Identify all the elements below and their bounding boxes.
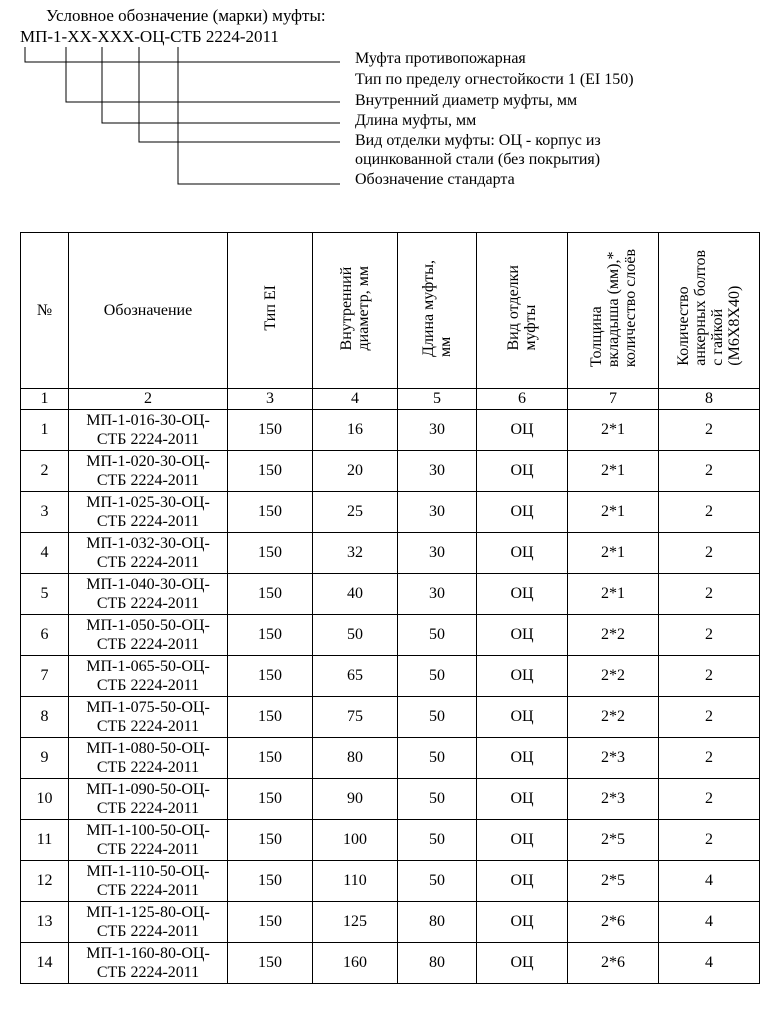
cell-bolts: 2: [659, 574, 760, 615]
cell-finish: ОЦ: [477, 451, 568, 492]
cell-designation-line1: МП-1-025-30-ОЦ-: [86, 494, 210, 511]
cell-thickness: 2*5: [568, 861, 659, 902]
cell-bolts: 2: [659, 738, 760, 779]
cell-designation-line2: СТБ 2224-2011: [96, 800, 200, 817]
cell-designation-line1: МП-1-080-50-ОЦ-: [86, 740, 210, 757]
cell-designation-line1: МП-1-090-50-ОЦ-: [86, 781, 210, 798]
cell-diameter: 25: [313, 492, 398, 533]
cell-designation-line1: МП-1-065-50-ОЦ-: [86, 658, 210, 675]
cell-finish: ОЦ: [477, 615, 568, 656]
cell-designation-line1: МП-1-032-30-ОЦ-: [86, 535, 210, 552]
cell-type: 150: [228, 451, 313, 492]
table-row: [21, 820, 760, 861]
cell-designation-line2: СТБ 2224-2011: [96, 513, 200, 530]
cell-type: 150: [228, 697, 313, 738]
table-row: [21, 902, 760, 943]
cell-finish: ОЦ: [477, 738, 568, 779]
cell-thickness: 2*2: [568, 615, 659, 656]
cell-thickness: 2*5: [568, 820, 659, 861]
cell-thickness: 2*2: [568, 656, 659, 697]
cell-finish: ОЦ: [477, 574, 568, 615]
header-thickness: [568, 233, 659, 389]
cell-type: 150: [228, 533, 313, 574]
table-row: [21, 861, 760, 902]
cell-designation: [69, 902, 228, 943]
table-row: [21, 451, 760, 492]
specification-table: [20, 232, 760, 984]
cell-type: 150: [228, 861, 313, 902]
cell-number: 9: [21, 738, 69, 779]
cell-number: 3: [21, 492, 69, 533]
cell-diameter: 65: [313, 656, 398, 697]
cell-designation-line2: СТБ 2224-2011: [96, 431, 200, 448]
table-body: [21, 410, 760, 984]
cell-length: 50: [398, 656, 477, 697]
cell-number: 12: [21, 861, 69, 902]
cell-finish: ОЦ: [477, 779, 568, 820]
cell-finish: ОЦ: [477, 492, 568, 533]
cell-type: 150: [228, 779, 313, 820]
cell-diameter: 100: [313, 820, 398, 861]
cell-designation-line2: СТБ 2224-2011: [96, 923, 200, 940]
header-bolts: [659, 233, 760, 389]
cell-designation: [69, 738, 228, 779]
cell-bolts: 2: [659, 533, 760, 574]
table-row: [21, 779, 760, 820]
legend-item-finish-cont: оцинкованной стали (без покрытия): [355, 151, 601, 168]
cell-designation-line2: СТБ 2224-2011: [96, 964, 200, 981]
cell-diameter: 75: [313, 697, 398, 738]
cell-type: 150: [228, 943, 313, 984]
cell-number: 1: [21, 410, 69, 451]
cell-length: 30: [398, 492, 477, 533]
cell-number: 5: [21, 574, 69, 615]
cell-type: 150: [228, 615, 313, 656]
header-type: [228, 233, 313, 389]
cell-finish: ОЦ: [477, 656, 568, 697]
cell-designation-line1: МП-1-050-50-ОЦ-: [86, 617, 210, 634]
cell-thickness: 2*1: [568, 451, 659, 492]
legend-item-diameter: Внутренний диаметр муфты, мм: [355, 92, 578, 109]
cell-type: 150: [228, 492, 313, 533]
cell-length: 80: [398, 902, 477, 943]
cell-bolts: 4: [659, 861, 760, 902]
cell-designation-line2: СТБ 2224-2011: [96, 636, 200, 653]
cell-type: 150: [228, 410, 313, 451]
cell-finish: ОЦ: [477, 697, 568, 738]
cell-designation: [69, 861, 228, 902]
cell-number: 8: [21, 697, 69, 738]
column-number: 3: [228, 389, 313, 410]
cell-number: 2: [21, 451, 69, 492]
cell-designation-line1: МП-1-040-30-ОЦ-: [86, 576, 210, 593]
cell-designation: [69, 410, 228, 451]
cell-length: 50: [398, 861, 477, 902]
cell-bolts: 2: [659, 656, 760, 697]
legend-item-standard: Обозначение стандарта: [355, 171, 515, 188]
legend-item-coupling: Муфта противопожарная: [355, 50, 526, 67]
cell-number: 14: [21, 943, 69, 984]
cell-designation: [69, 533, 228, 574]
table-row: [21, 656, 760, 697]
legend-item-finish: Вид отделки муфты: ОЦ - корпус из: [355, 132, 601, 149]
cell-number: 13: [21, 902, 69, 943]
header-number: №: [21, 233, 69, 389]
header-designation: Обозначение: [69, 233, 228, 389]
cell-designation-line2: СТБ 2224-2011: [96, 554, 200, 571]
legend-item-length: Длина муфты, мм: [355, 112, 477, 129]
cell-designation: [69, 615, 228, 656]
header-finish: [477, 233, 568, 389]
column-number: 5: [398, 389, 477, 410]
cell-length: 50: [398, 615, 477, 656]
table-row: [21, 410, 760, 451]
cell-length: 50: [398, 779, 477, 820]
table-row: [21, 615, 760, 656]
cell-designation: [69, 943, 228, 984]
cell-designation-line2: СТБ 2224-2011: [96, 882, 200, 899]
cell-diameter: 80: [313, 738, 398, 779]
cell-designation-line1: МП-1-100-50-ОЦ-: [86, 822, 210, 839]
cell-length: 50: [398, 738, 477, 779]
cell-designation: [69, 656, 228, 697]
cell-diameter: 125: [313, 902, 398, 943]
designation-title: Условное обозначение (марки) муфты:: [46, 6, 326, 25]
cell-finish: ОЦ: [477, 410, 568, 451]
cell-designation-line1: МП-1-110-50-ОЦ-: [86, 863, 210, 880]
cell-finish: ОЦ: [477, 943, 568, 984]
cell-designation-line2: СТБ 2224-2011: [96, 759, 200, 776]
cell-diameter: 50: [313, 615, 398, 656]
cell-length: 50: [398, 820, 477, 861]
cell-diameter: 160: [313, 943, 398, 984]
cell-designation: [69, 574, 228, 615]
cell-thickness: 2*6: [568, 943, 659, 984]
header-diameter: [313, 233, 398, 389]
cell-thickness: 2*6: [568, 902, 659, 943]
cell-number: 7: [21, 656, 69, 697]
header-length-text: Длина муфты, мм: [420, 259, 454, 357]
table-row: [21, 697, 760, 738]
cell-bolts: 2: [659, 697, 760, 738]
cell-designation: [69, 697, 228, 738]
legend-item-fire-type: Тип по пределу огнестойкости 1 (EI 150): [355, 71, 634, 88]
cell-type: 150: [228, 820, 313, 861]
header-diameter-text: Внутренний диаметр, мм: [338, 265, 372, 351]
cell-type: 150: [228, 656, 313, 697]
column-number-row: [21, 389, 760, 410]
table-row: [21, 943, 760, 984]
designation-code: МП-1-ХХ-ХХХ-ОЦ-СТБ 2224-2011: [20, 27, 279, 46]
header-bolts-text: Количество анкерных болтов с гайкой (М6Х8Х40): [675, 250, 743, 366]
leader-line-4: [139, 47, 340, 142]
cell-diameter: 32: [313, 533, 398, 574]
cell-length: 50: [398, 697, 477, 738]
table-row: [21, 492, 760, 533]
cell-bolts: 4: [659, 943, 760, 984]
cell-thickness: 2*3: [568, 738, 659, 779]
cell-length: 30: [398, 410, 477, 451]
cell-finish: ОЦ: [477, 820, 568, 861]
cell-designation-line2: СТБ 2224-2011: [96, 677, 200, 694]
table-row: [21, 738, 760, 779]
column-number: 4: [313, 389, 398, 410]
cell-designation: [69, 451, 228, 492]
cell-thickness: 2*2: [568, 697, 659, 738]
cell-length: 30: [398, 451, 477, 492]
cell-designation-line2: СТБ 2224-2011: [96, 841, 200, 858]
cell-diameter: 110: [313, 861, 398, 902]
column-number: 6: [477, 389, 568, 410]
table-header-row: [21, 233, 760, 389]
cell-thickness: 2*1: [568, 410, 659, 451]
cell-length: 80: [398, 943, 477, 984]
cell-bolts: 2: [659, 451, 760, 492]
column-number: 1: [21, 389, 69, 410]
cell-type: 150: [228, 902, 313, 943]
cell-bolts: 2: [659, 492, 760, 533]
cell-bolts: 2: [659, 779, 760, 820]
cell-finish: ОЦ: [477, 902, 568, 943]
cell-number: 10: [21, 779, 69, 820]
cell-bolts: 2: [659, 410, 760, 451]
header-finish-text: Вид отделки муфты: [505, 265, 539, 351]
cell-diameter: 16: [313, 410, 398, 451]
cell-diameter: 20: [313, 451, 398, 492]
cell-designation-line2: СТБ 2224-2011: [96, 718, 200, 735]
cell-number: 6: [21, 615, 69, 656]
cell-diameter: 90: [313, 779, 398, 820]
cell-thickness: 2*1: [568, 492, 659, 533]
column-number: 7: [568, 389, 659, 410]
cell-length: 30: [398, 533, 477, 574]
table-row: [21, 574, 760, 615]
cell-type: 150: [228, 738, 313, 779]
cell-bolts: 2: [659, 820, 760, 861]
cell-thickness: 2*3: [568, 779, 659, 820]
cell-number: 4: [21, 533, 69, 574]
table-row: [21, 533, 760, 574]
cell-thickness: 2*1: [568, 533, 659, 574]
cell-designation: [69, 779, 228, 820]
leader-line-5: [178, 47, 340, 184]
cell-finish: ОЦ: [477, 533, 568, 574]
cell-bolts: 4: [659, 902, 760, 943]
cell-designation-line2: СТБ 2224-2011: [96, 472, 200, 489]
cell-designation-line1: МП-1-016-30-ОЦ-: [86, 412, 210, 429]
cell-designation-line1: МП-1-160-80-ОЦ-: [86, 945, 210, 962]
cell-finish: ОЦ: [477, 861, 568, 902]
leader-line-1: [25, 47, 340, 62]
cell-type: 150: [228, 574, 313, 615]
cell-designation-line1: МП-1-020-30-ОЦ-: [86, 453, 210, 470]
cell-diameter: 40: [313, 574, 398, 615]
leader-line-2: [66, 47, 340, 102]
leader-line-3: [102, 47, 340, 123]
cell-designation-line2: СТБ 2224-2011: [96, 595, 200, 612]
header-type-text: Тип EI: [261, 285, 279, 331]
cell-designation-line1: МП-1-075-50-ОЦ-: [86, 699, 210, 716]
cell-bolts: 2: [659, 615, 760, 656]
cell-thickness: 2*1: [568, 574, 659, 615]
header-thickness-text: Толщина вкладыша (мм),* количество слоёв: [587, 248, 639, 368]
cell-length: 30: [398, 574, 477, 615]
column-number: 8: [659, 389, 760, 410]
cell-designation: [69, 820, 228, 861]
cell-designation: [69, 492, 228, 533]
column-number: 2: [69, 389, 228, 410]
header-length: [398, 233, 477, 389]
cell-number: 11: [21, 820, 69, 861]
cell-designation-line1: МП-1-125-80-ОЦ-: [86, 904, 210, 921]
